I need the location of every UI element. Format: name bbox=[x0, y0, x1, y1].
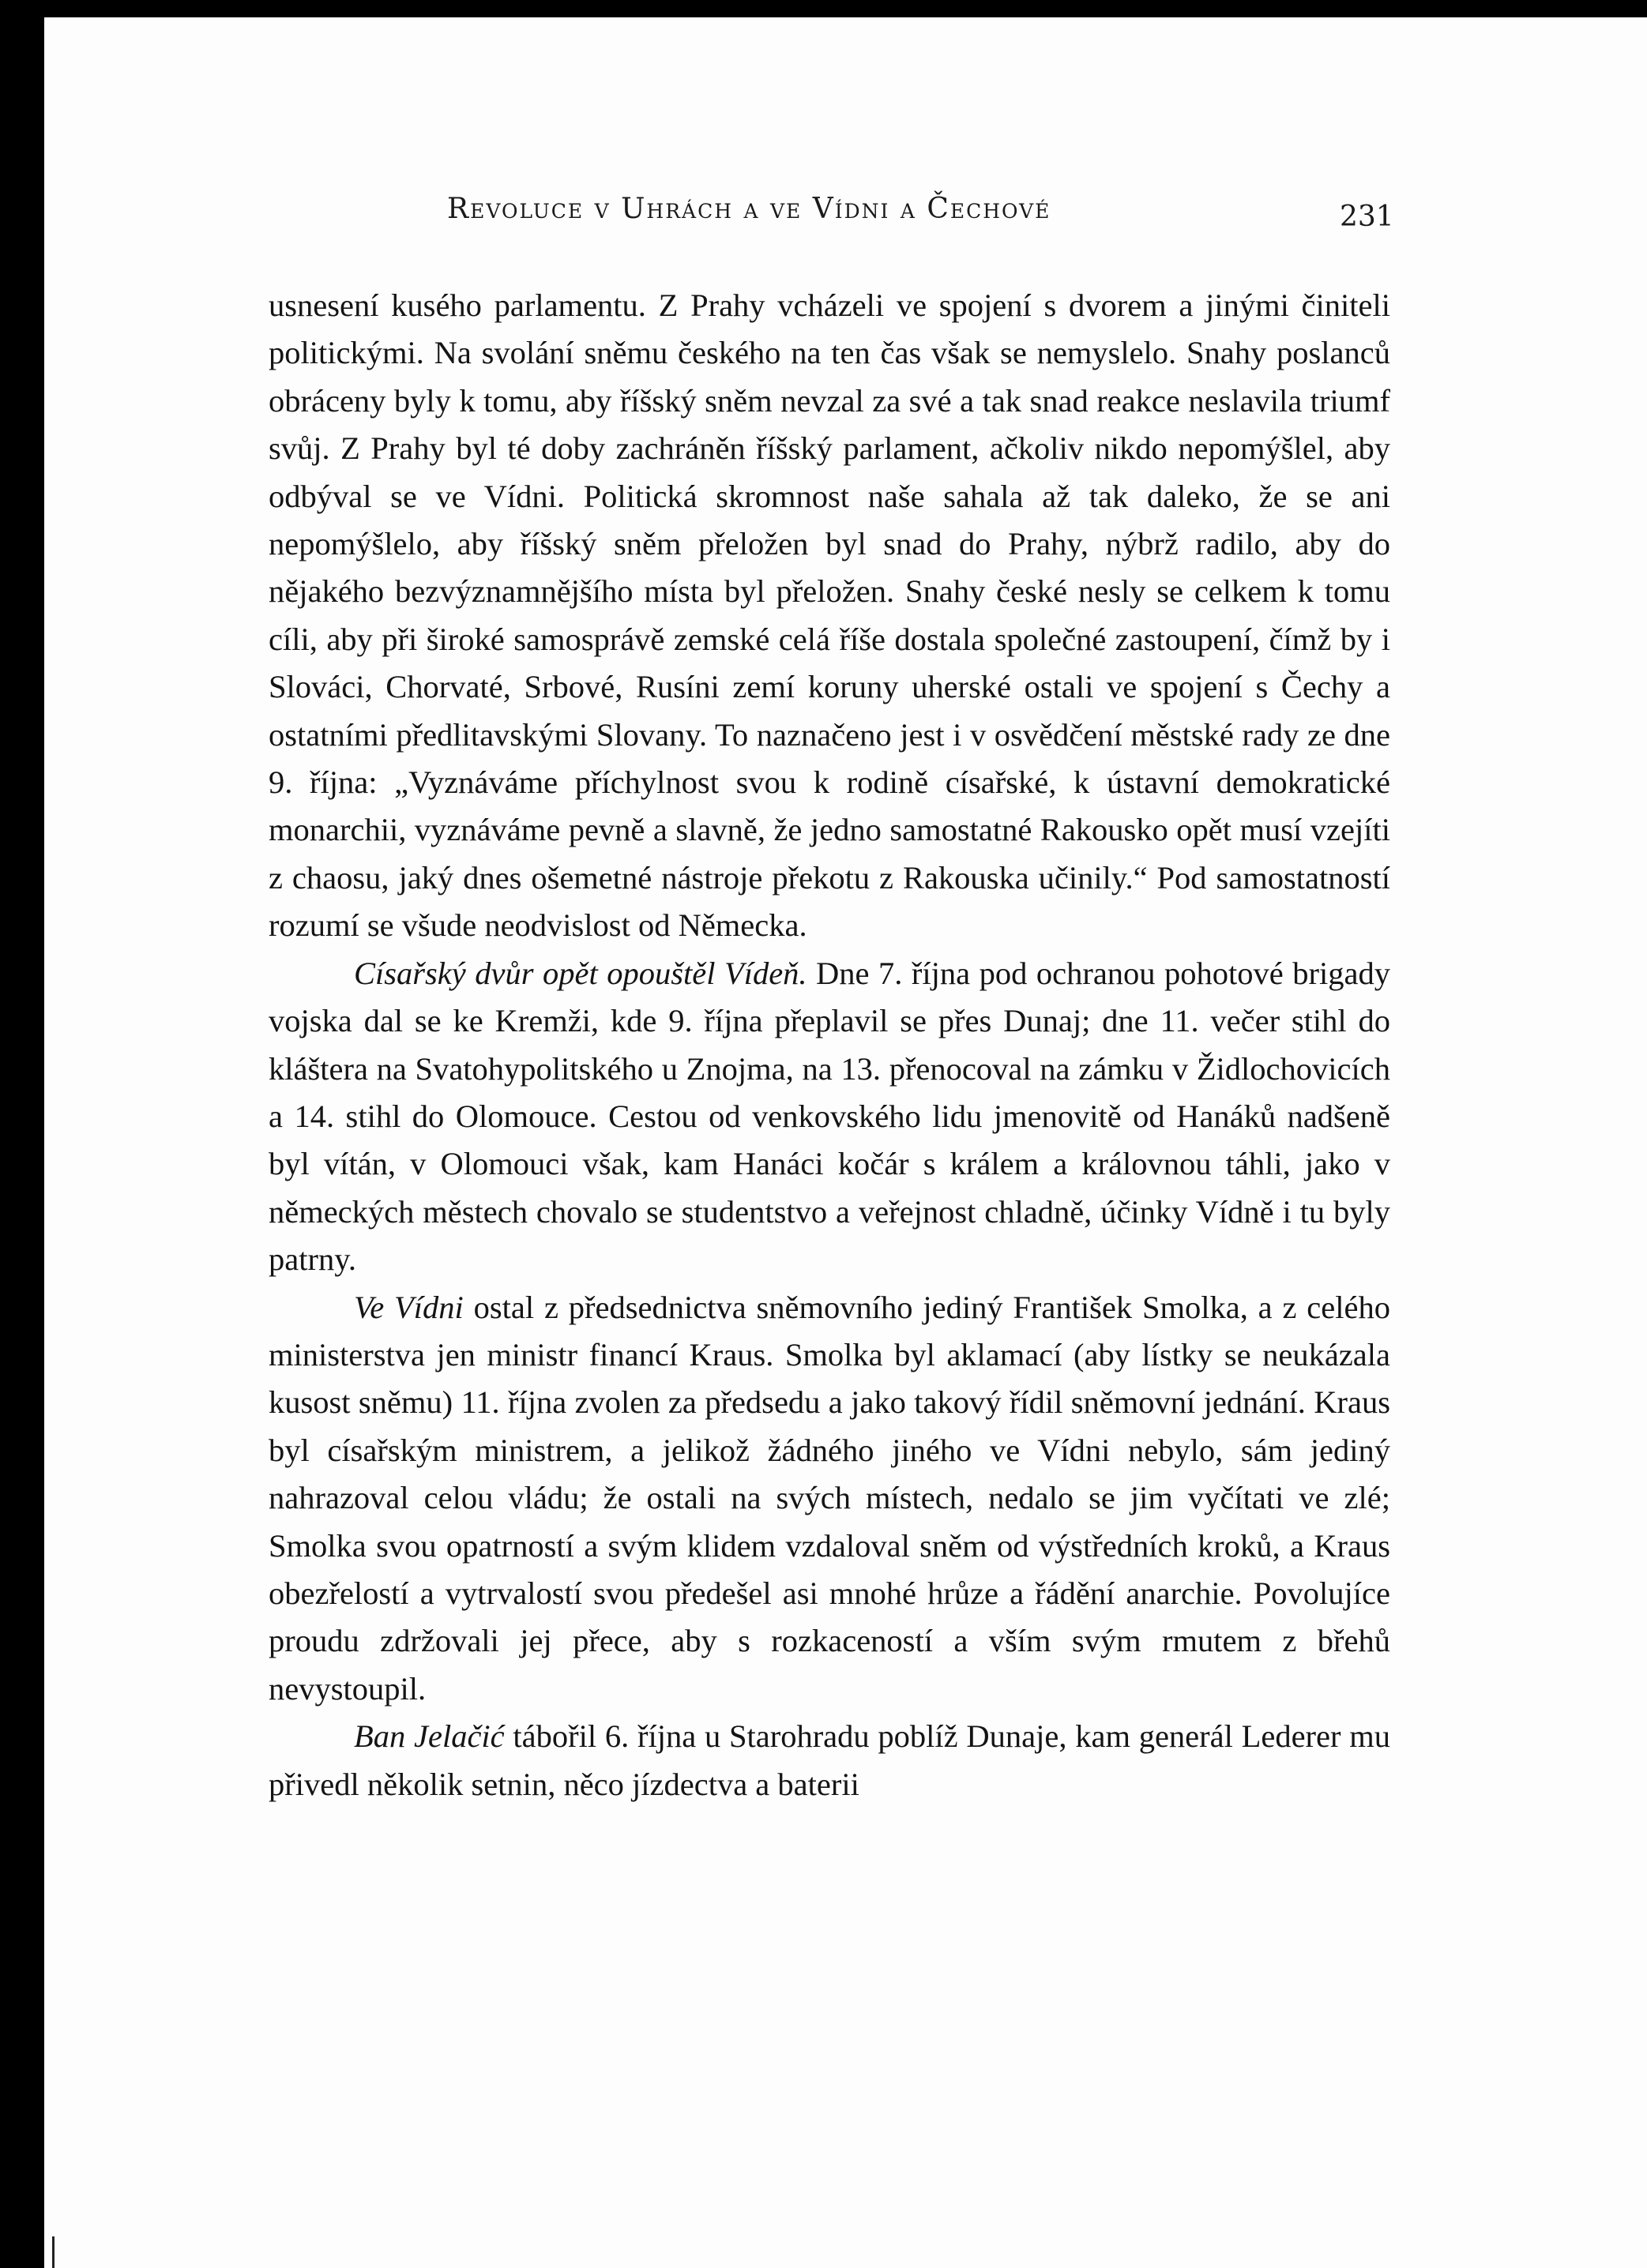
paragraph-3-lead: Ve Vídni bbox=[354, 1289, 464, 1325]
book-page bbox=[44, 17, 1647, 2268]
running-head: Revoluce v Uhrách a ve Vídni a Čechové bbox=[447, 193, 1051, 225]
paragraph-3 bbox=[269, 1284, 1390, 1714]
body-text bbox=[269, 282, 1390, 1808]
paragraph-1: usnesení kusého parlamentu. Z Prahy vcházeli ve spojení s dvorem a jinými činiteli politickými. Na svolání sněmu českého na ten čas však se nemyslelo. Snahy poslanců obráceny byly k tomu, aby říšský sněm nevzal za své a tak snad reakce neslavila triumf svůj. Z Prahy byl té doby zachráněn říšský parlament, ačkoliv nikdo nepomýšlel, aby odbýval se ve Vídni. Politická skromnost naše sahala až tak daleko, že se ani nepomýšlelo, aby říšský sněm přeložen byl snad do Prahy, nýbrž radilo, aby do nějakého bezvýznamnějšího místa byl přeložen. Snahy české nesly se celkem k tomu cíli, aby při široké samosprávě zemské celá říše dostala společné zastoupení, čímž by i Slováci, Chorvaté, Srbové, Rusíni zemí koruny uherské ostali ve spojení s Čechy a ostatními předlitavskými Slovany. To naznačeno jest i v osvědčení městské rady ze dne 9. října: „Vyznáváme příchylnost svou k rodině císařské, k ústavní demokratické monarchii, vyznáváme pevně a slavně, že jedno samostatné Rakousko opět musí vzejíti z chaosu, jaký dnes ošemetné nástroje překotu z Rakouska učinily.“ Pod samostatností rozumí se všude neodvislost od Německa. bbox=[269, 287, 1390, 944]
paragraph-4 bbox=[269, 1713, 1390, 1808]
paragraph-2-text: Dne 7. října pod ochranou pohotové brigady vojska dal se ke Kremži, kde 9. října přeplavil se přes Dunaj; dne 11. večer stihl do kláštera na Svatohypolitského u Znojma, na 13. přenocoval na zámku v Židlochovicích a 14. stihl do Olomouce. Cestou od venkovského lidu jmenovitě od Hanáků nadšeně byl vítán, v Olomouci však, kam Hanáci kočár s králem a královnou táhli, jako v německých městech chovalo se studentstvo a veřejnost chladně, účinky Vídně i tu byly patrny. bbox=[269, 955, 1390, 1278]
page-number: 231 bbox=[1340, 201, 1394, 233]
paragraph-2-lead: Císařský dvůr opět opouštěl Vídeň. bbox=[354, 955, 807, 991]
paragraph-2 bbox=[269, 950, 1390, 1284]
scan-artifact-left bbox=[52, 2236, 55, 2268]
paragraph-4-text: tábořil 6. října u Starohradu poblíž Dunaje, kam generál Lederer mu přivedl několik setnin, něco jízdectva a baterii bbox=[269, 1718, 1390, 1802]
paragraph-4-lead: Ban Jelačić bbox=[354, 1718, 505, 1755]
scan-top-border bbox=[0, 0, 1647, 17]
paragraph-3-text: ostal z předsednictva sněmovního jediný František Smolka, a z celého ministerstva jen ministr financí Kraus. Smolka byl aklamací (aby lístky se neukázala kusost sněmu) 11. října zvolen za předsedu a jako takový řídil sněmovní jednání. Kraus byl císařským ministrem, a jelikož žádného jiného ve Vídni nebylo, sám jediný nahrazoval celou vládu; že ostali na svých místech, nedalo se jim vyčítati ve zlé; Smolka svou opatrností a svým klidem vzdaloval sněm od výstředních kroků, a Kraus obezřelostí a vytrvalostí svou předešel asi mnohé hrůze a řádění anarchie. Povolujíce proudu zdržovali jej přece, aby s rozkaceností a vším svým rmutem z břehů nevystoupil. bbox=[269, 1289, 1390, 1707]
